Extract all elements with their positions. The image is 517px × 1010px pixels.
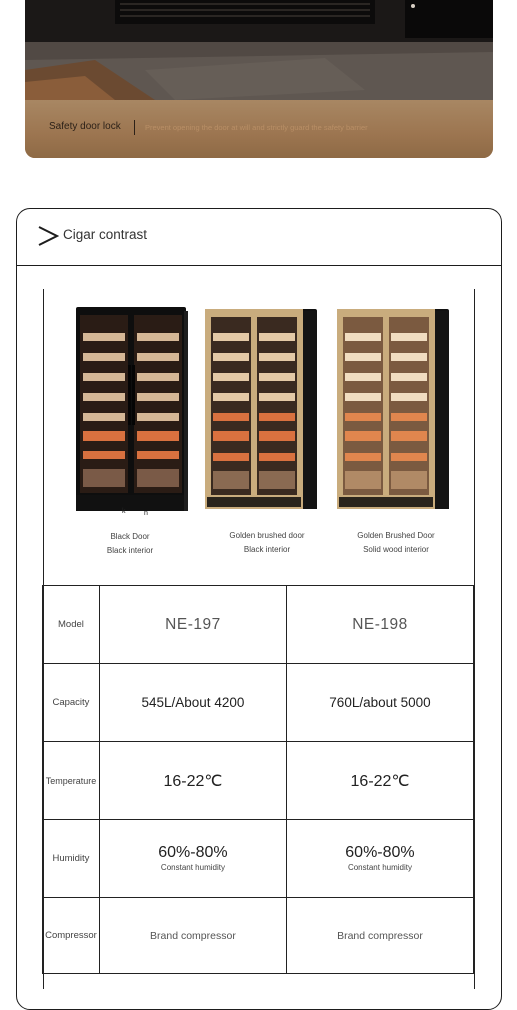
cabinet-1-interior: Black interior	[106, 546, 154, 555]
chevron-right-icon	[37, 225, 59, 247]
row-label: Model	[43, 586, 100, 664]
feature-title: Safety door lock	[49, 121, 121, 132]
humidity-a-cell	[99, 820, 286, 898]
row-label: Humidity	[43, 820, 100, 898]
compressor-a: Brand compressor	[99, 898, 286, 974]
capacity-a: 545L/About 4200	[99, 664, 286, 742]
cabinet-2-door: Golden brushed door	[229, 531, 305, 540]
table-row-temperature	[43, 742, 474, 820]
cabinet-1-door: Black Door	[110, 532, 150, 541]
model-b: NE-198	[286, 586, 473, 664]
caption-divider	[134, 120, 135, 135]
safety-door-lock-banner	[25, 0, 493, 158]
comparison-table	[42, 585, 474, 974]
humidity-a-note: Constant humidity	[160, 862, 225, 872]
svg-text:k: k	[122, 508, 126, 515]
row-label: Capacity	[43, 664, 100, 742]
row-label: Compressor	[43, 898, 100, 974]
compressor-b: Brand compressor	[286, 898, 473, 974]
capacity-b: 760L/about 5000	[286, 664, 473, 742]
humidity-a: 60%-80%	[158, 843, 228, 861]
section-title: Cigar contrast	[63, 227, 148, 242]
humidity-b-note: Constant humidity	[347, 862, 412, 872]
card-header	[17, 209, 501, 266]
cabinet-interior-photo	[25, 0, 493, 100]
table-row-humidity	[43, 820, 474, 898]
cabinet-3-door: Golden Brushed Door	[357, 531, 435, 540]
cabinet-3-interior: Solid wood interior	[363, 545, 429, 554]
table-row-compressor	[43, 898, 474, 974]
temperature-b: 16-22℃	[286, 742, 473, 820]
cabinet-golden-door-wood-interior-image	[335, 307, 451, 513]
row-label: Temperature	[43, 742, 100, 820]
humidity-b-cell	[286, 820, 473, 898]
table-row-model	[43, 586, 474, 664]
humidity-b: 60%-80%	[345, 843, 415, 861]
feature-description: Prevent opening the door at will and strictly guard the safety barrier	[145, 123, 368, 132]
cabinet-golden-door-black-interior-image	[203, 307, 319, 513]
cabinet-2-interior: Black interior	[243, 545, 291, 554]
model-a: NE-197	[99, 586, 286, 664]
cabinet-black-door-image	[74, 305, 190, 517]
table-row-capacity	[43, 664, 474, 742]
frame-line-right	[474, 289, 475, 989]
cabinet-2-label	[217, 529, 317, 557]
cabinet-3-label	[343, 529, 449, 557]
svg-text:n: n	[144, 510, 148, 517]
cabinet-1-label	[90, 530, 170, 558]
temperature-a: 16-22℃	[99, 742, 286, 820]
